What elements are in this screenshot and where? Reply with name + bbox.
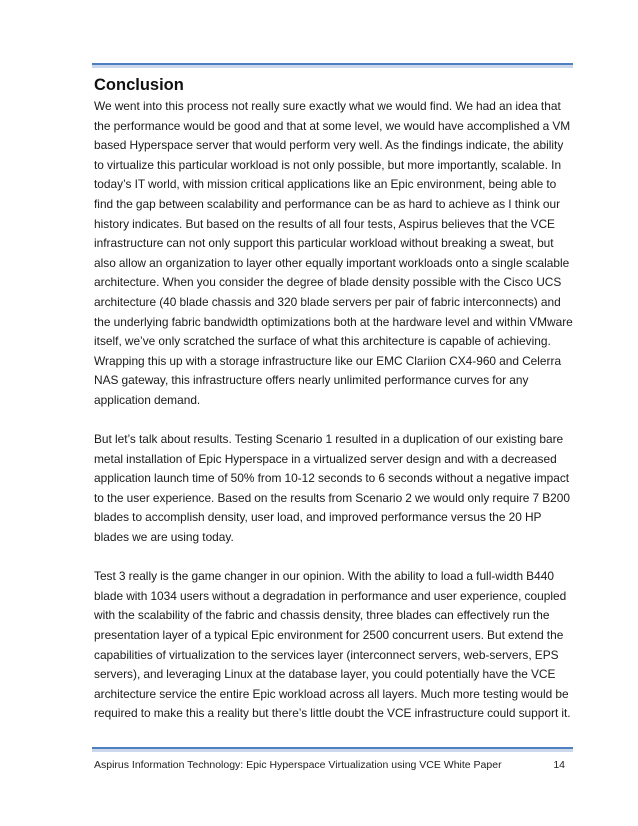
paragraph-2: But let’s talk about results. Testing Scenario 1 resulted in a duplication of our existing bare metal installation of Epic Hyperspace in a virtualized server design and with a decreased application launch time of 50% from 10-12 seconds to 6 seconds without a negative impact to the user experience. Based on the results from Scenario 2 we would only require 7 B200 blades to accomplish density, user load, and improved performance versus the 20 HP blades we are using today. [94,432,571,545]
page-number: 14 [553,759,565,771]
section-title: Conclusion [94,76,184,94]
footer-text: Aspirus Information Technology: Epic Hyperspace Virtualization using VCE White Paper [94,759,502,771]
header-rule [92,63,573,68]
paragraph-3: Test 3 really is the game changer in our opinion. With the ability to load a full-width B440 blade with 1034 users without a degradation in performance and user experience, coupled with the scalability of the fabric and chassis density, three blades can effectively run the presentation layer of a typical Epic environment for 2500 concurrent users. But extend the capabilities of virtualization to the services layer (interconnect servers, web-servers, EPS servers), and leveraging Linux at the database layer, you could potentially have the VCE architecture service the entire Epic workload across all layers. Much more testing would be required to make this a reality but there’s little doubt the VCE infrastructure could support it. [94,569,571,721]
footer-rule [92,747,573,752]
paragraph-1: We went into this process not really sure exactly what we would find. We had an idea that the performance would be good and that at some level, we would have accomplished a VM based Hyperspace server that would perform very well. As the findings indicate, the ability to virtualize this particular workload is not only possible, but more importantly, scalable. In today’s IT world, with mission critical applications like an Epic environment, being able to find the gap between scalability and performance can be as hard to achieve as I think our history indicates. But based on the results of all four tests, Aspirus believes that the VCE infrastructure can not only support this particular workload without breaking a sweat, but also allow an organization to layer other equally important workloads onto a single scalable architecture. When you consider the degree of blade density possible with the Cisco UCS architecture (40 blade chassis and 320 blade servers per pair of fabric interconnects) and the underlying fabric bandwidth optimizations both at the hardware level and within VMware itself, we’ve only scratched the surface of what this architecture is capable of achieving. Wrapping this up with a storage infrastructure like our EMC Clariion CX4-960 and Celerra NAS gateway, this infrastructure offers nearly unlimited performance curves for any application demand. [94,99,573,407]
body-text [94,97,574,744]
